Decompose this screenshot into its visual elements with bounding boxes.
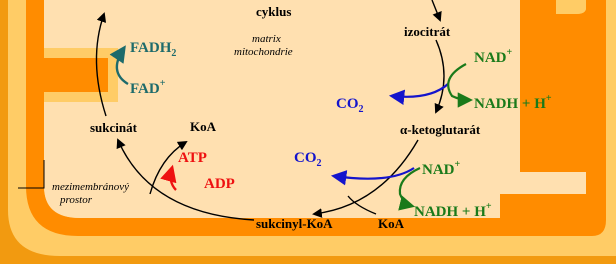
co2-label-2: $CO_2$ xyxy=(294,150,322,169)
succinate-label: sukcinát xyxy=(90,120,137,135)
matrix-label-2: mitochondrie xyxy=(234,46,293,58)
matrix-top-right xyxy=(556,0,586,14)
intermembrane-label-2: prostor xyxy=(60,194,92,206)
koa-bottom-label: KoA xyxy=(378,216,404,231)
nadh-label-2: NADH + H+ xyxy=(414,201,492,220)
intermembrane-label-1: mezimembránový xyxy=(52,181,129,193)
nad-label-1: NAD+ xyxy=(474,47,513,66)
cycle-title: cyklus xyxy=(256,4,292,19)
atp-label: ATP xyxy=(178,150,207,166)
isocitrate-label: izocitrát xyxy=(404,24,451,39)
co2-label-1: $CO_2$ xyxy=(336,96,364,115)
aketoglutarate-label: α-ketoglutarát xyxy=(400,122,481,137)
matrix-label-1: matrix xyxy=(252,33,281,45)
fadh2-label: $FADH_2$ xyxy=(130,40,177,59)
nadh-label-1: NADH + H+ xyxy=(474,93,552,112)
adp-label: ADP xyxy=(204,176,235,192)
succinylcoa-label: sukcinyl-KoA xyxy=(256,216,333,231)
nad-label-2: NAD+ xyxy=(422,159,461,178)
fad-label: FAD+ xyxy=(130,78,166,97)
koa-top-label: KoA xyxy=(190,119,216,134)
